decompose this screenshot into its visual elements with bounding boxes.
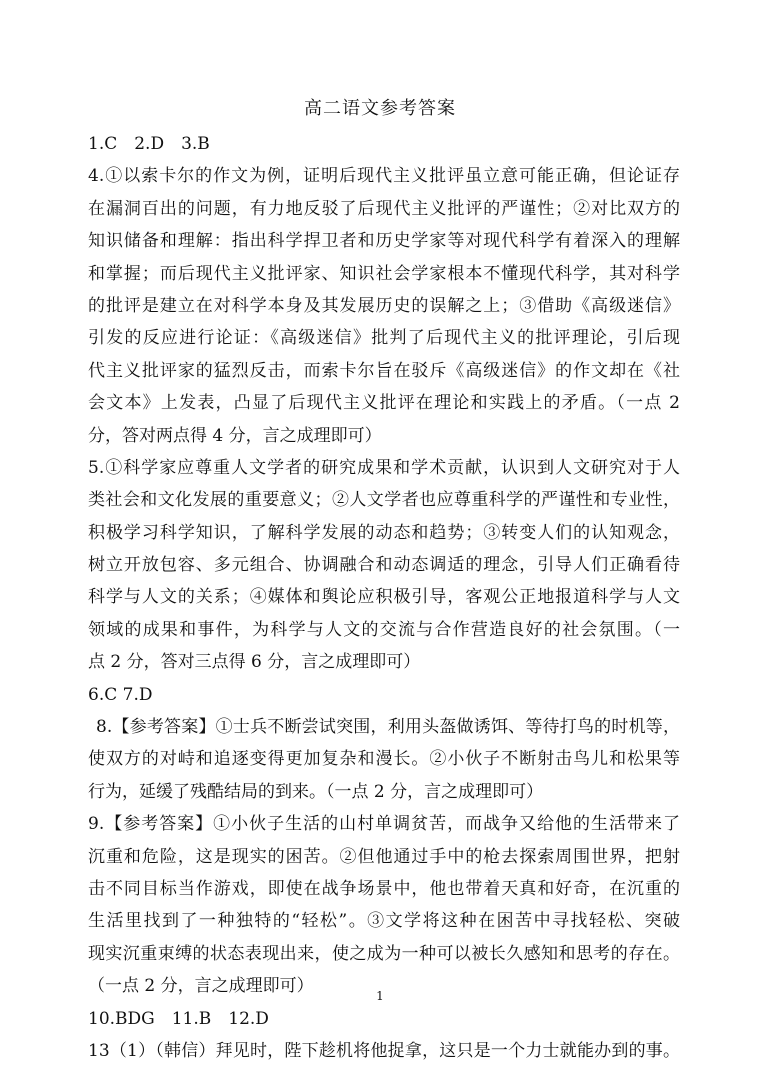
answer-line: 9.【参考答案】①小伙子生活的山村单调贫苦，而战争又给他的生活带来了 (88, 814, 680, 835)
answer-line: 击不同目标当作游戏，即使在战争场景中，他也带着天真和好奇，在沉重的 (88, 878, 680, 899)
answer-line: 树立开放包容、多元组合、协调融合和动态调适的理念，引导人们正确看待 (88, 555, 680, 576)
answer-line: （一点 2 分，言之成理即可） (88, 976, 314, 997)
page-number: 1 (376, 989, 384, 1003)
answer-line: 知识储备和理解：指出科学捍卫者和历史学家等对现代科学有着深入的理解 (88, 231, 680, 252)
answer-line: 会文本》上发表，凸显了后现代主义批评在理论和实践上的矛盾。（一点 2 (88, 393, 680, 414)
answer-line: 沉重和危险，这是现实的困苦。②但他通过手中的枪去探索周围世界，把射 (88, 846, 680, 867)
answer-line: 的批评是建立在对科学本身及其发展历史的误解之上；③借助《高级迷信》 (88, 295, 680, 316)
answer-line: 代主义批评家的猛烈反击，而索卡尔旨在驳斥《高级迷信》的作文却在《社 (88, 360, 680, 381)
answer-line: 在漏洞百出的问题，有力地反驳了后现代主义批评的严谨性；②对比双方的 (88, 198, 680, 219)
answer-line: 领域的成果和事件，为科学与人文的交流与合作营造良好的社会氛围。（一 (88, 619, 680, 640)
answer-line: 科学与人文的关系；④媒体和舆论应积极引导，客观公正地报道科学与人文 (88, 587, 680, 608)
answer-line: 使双方的对峙和追逐变得更加复杂和漫长。②小伙子不断射击鸟儿和松果等 (88, 749, 680, 770)
answer-line: 积极学习科学知识，了解科学发展的动态和趋势；③转变人们的认知观念， (88, 522, 680, 543)
answer-line: 4.①以索卡尔的作文为例，证明后现代主义批评虽立意可能正确，但论证存 (88, 166, 680, 187)
answer-line-mc-6-7: 6.C 7.D (88, 684, 153, 705)
answer-line-mc-1-3: 1.C 2.D 3.B (88, 134, 210, 154)
answer-body (88, 128, 680, 1067)
answer-line: 5.①科学家应尊重人文学者的研究成果和学术贡献，认识到人文研究对于人 (88, 457, 680, 478)
answer-line: 类社会和文化发展的重要意义；②人文学者也应尊重科学的严谨性和专业性， (88, 490, 680, 511)
answer-line: 13（1）（韩信）拜见时，陛下趁机将他捉拿，这只是一个力士就能办到的事。 (88, 1040, 680, 1061)
answer-line: 生活里找到了一种独特的“轻松”。③文学将这种在困苦中寻找轻松、突破 (88, 911, 680, 932)
answer-line: 分，答对两点得 4 分，言之成理即可） (88, 425, 382, 446)
answer-line: 引发的反应进行论证：《高级迷信》批判了后现代主义的批评理论，引后现 (88, 328, 680, 349)
answer-line: 和掌握；而后现代主义批评家、知识社会学家根本不懂现代科学，其对科学 (88, 263, 680, 284)
answer-line: 点 2 分，答对三点得 6 分，言之成理即可） (88, 652, 421, 673)
answer-line: 8.【参考答案】①士兵不断尝试突围，利用头盔做诱饵、等待打鸟的时机等， (96, 717, 680, 738)
answer-line: 行为，延缓了残酷结局的到来。（一点 2 分，言之成理即可） (88, 781, 544, 802)
answer-line-mc-10-12: 10.BDG 11.B 12.D (88, 1008, 269, 1029)
answer-line: 现实沉重束缚的状态表现出来，使之成为一种可以被长久感知和思考的存在。 (88, 943, 680, 964)
document-title: 高二语文参考答案 (304, 98, 456, 119)
